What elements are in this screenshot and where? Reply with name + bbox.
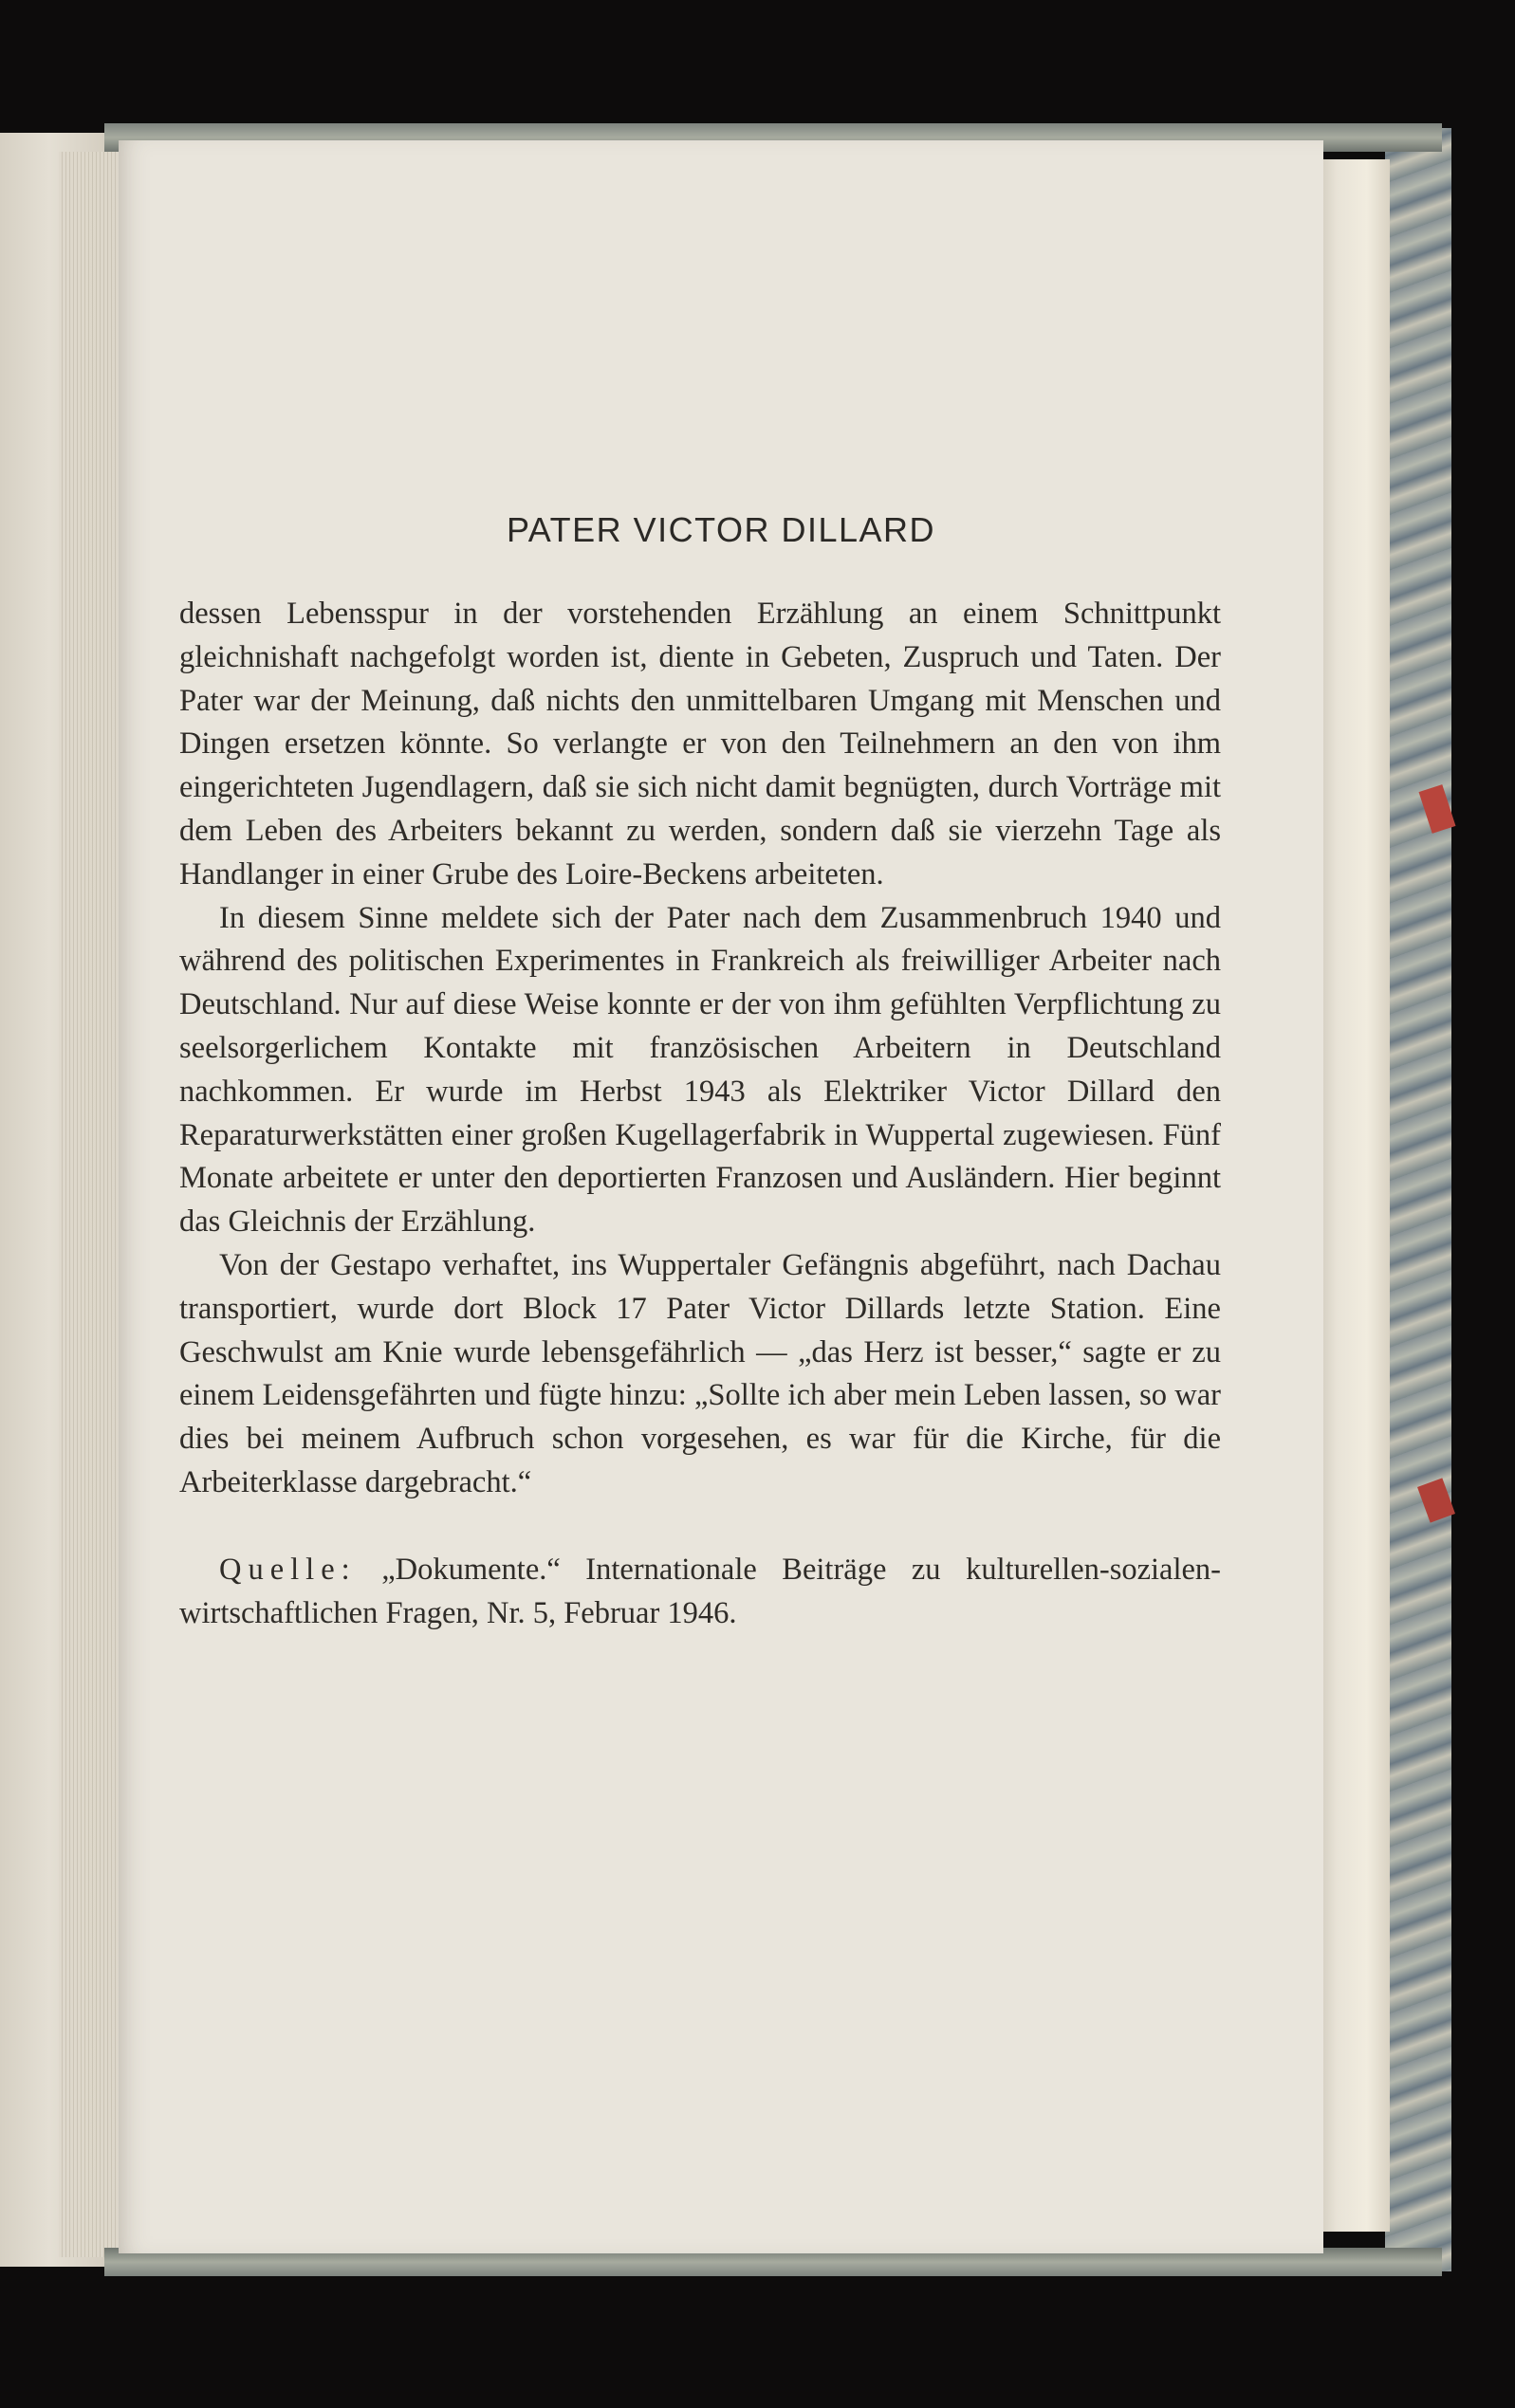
page-stack-edge bbox=[1314, 159, 1390, 2232]
source-citation bbox=[179, 1549, 1221, 1636]
left-page-edges bbox=[59, 152, 121, 2257]
paragraph-2: In diesem Sinne meldete sich der Pater nach dem Zusammenbruch 1940 und während des politischen Experimentes in Frankreich als freiwilliger Arbeiter nach Deutschland. Nur auf diese Weise konnte er der von ihm gefühlten Verpflichtung zu seelsorgerlichem Kontakte mit französischen Arbeitern in Deutschland nachkommen. Er wurde im Herbst 1943 als Elektriker Victor Dillard den Reparaturwerkstätten einer großen Kugellagerfabrik in Wuppertal zugewiesen. Fünf Monate arbeitete er unter den deportierten Franzosen und Ausländern. Hier beginnt das Gleichnis der Erzählung. bbox=[179, 900, 1221, 1240]
page-title: PATER VICTOR DILLARD bbox=[506, 510, 936, 549]
body-text bbox=[179, 593, 1221, 1635]
book-page bbox=[119, 140, 1323, 2253]
paragraph-1: dessen Lebensspur in der vorstehenden Erzählung an einem Schnittpunkt gleichnishaft nachgefolgt worden ist, diente in Gebeten, Zuspruch und Taten. Der Pater war der Meinung, daß nichts den unmittelbaren Umgang mit Menschen und Dingen ersetzen könnte. So verlangte er von den Teilnehmern an den von ihm eingerichteten Jugendlagern, daß sie sich nicht damit begnügten, durch Vorträge mit dem Leben des Arbeiters bekannt zu werden, sondern daß sie vierzehn Tage als Handlanger in einer Grube des Loire-Beckens arbeiteten. bbox=[179, 597, 1221, 892]
paragraph-3: Von der Gestapo verhaftet, ins Wuppertaler Gefängnis abgeführt, nach Dachau transportiert, wurde dort Block 17 Pater Victor Dillards letzte Station. Eine Geschwulst am Knie wurde lebensgefährlich — „das Herz ist besser,“ sagte er zu einem Leidensgefährten und fügte hinzu: „Sollte ich aber mein Leben lassen, so war dies bei meinem Aufbruch schon vorgesehen, es war für die Kirche, für die Arbeiterklasse dargebracht.“ bbox=[179, 1247, 1221, 1499]
book-cover-right bbox=[1385, 128, 1451, 2271]
source-text: „Dokumente.“ Internationale Beiträge zu kulturellen-sozialen-wirtschaftlichen Fragen, Nr. 5, Februar 1946. bbox=[179, 1552, 1221, 1630]
source-label: Quelle: bbox=[219, 1552, 357, 1587]
